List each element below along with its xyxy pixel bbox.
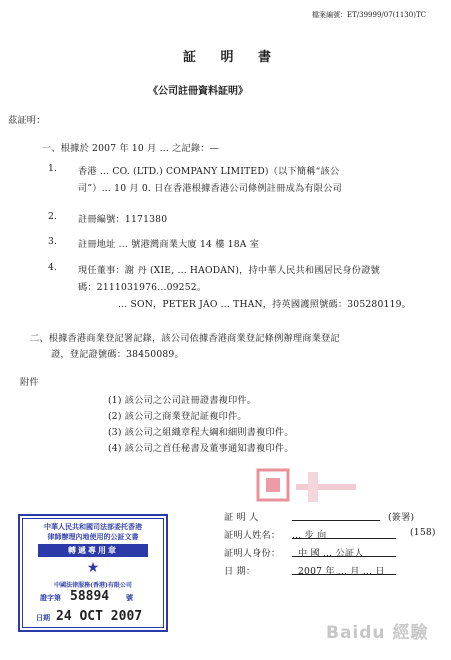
signer-id-label: 証明人身份： [224, 548, 281, 559]
item-line: 司”）... 10 月 0. 日在香港根據香港公司條例註冊成為有限公司 [78, 183, 342, 194]
stamp-date-prefix: 日期 [36, 613, 50, 622]
section2-line: 二、根據香港商業登記署記錄，該公司依據香港商業登記條例辦理商業登記 [30, 333, 340, 344]
star-icon: ★ [86, 560, 100, 576]
signer-name-label: 証明人姓名： [224, 530, 281, 541]
underline [292, 538, 396, 539]
date-value: 2007 年 ... 月 ... 日 [298, 566, 385, 577]
item-number: 4. [48, 262, 58, 273]
directors-line: ... SON，PETER JAO ... THAN，持英國護照號碼：305280119。 [118, 299, 412, 310]
directors-line: 現任董事：謝 丹 (XIE, ... HAODAN)，持中華人民共和國居民身份證號 [78, 265, 380, 276]
attachments-heading: 附件 [20, 377, 39, 388]
underline [292, 556, 396, 557]
document-title: 証 明 書 [183, 50, 282, 65]
stamp-line: 律師辦理內地使用的公証文書 [47, 532, 139, 541]
attachment-item: (4) 該公司之首任秘書及董事通知書複印件。 [108, 443, 294, 454]
file-number: 檔案編號：ET/39999/07(1130)TC [312, 11, 426, 19]
stamp-no-label: 證字第 [40, 593, 61, 602]
attachment-item: (2) 該公司之商業登記証複印件。 [108, 411, 247, 422]
item-number: 1. [48, 163, 58, 174]
item-number: 2. [48, 211, 58, 222]
red-seal-icon [252, 464, 370, 510]
item-number: 3. [48, 236, 58, 247]
registration-number: 註冊編號：1171380 [78, 214, 168, 225]
stamp-band: 轉遞專用章 [38, 544, 148, 557]
document-subtitle: 《公司註冊資料証明》 [148, 86, 248, 97]
attachment-item: (3) 該公司之組織章程大綱和細則書複印件。 [108, 427, 294, 438]
stamp-org: 中國法律服務(香港)有限公司 [54, 582, 132, 589]
registered-address: 註冊地址 ... 號港灣商業大廈 14 樓 18A 室 [78, 239, 260, 250]
signature-line [292, 520, 380, 521]
signer-id-value: 中 國 ... 公証人 [298, 548, 364, 559]
attachment-item: (1) 該公司之公司註冊證書複印件。 [108, 395, 257, 406]
watermark: Baidu 經驗 [326, 623, 429, 643]
stamp-no-suffix: 號 [126, 593, 133, 602]
stamp-no-value: 58894 [70, 589, 110, 604]
item-line: 香港 ... CO. (LTD.) COMPANY LIMITED)（以下簡稱“該公 [78, 166, 340, 177]
signer-label: 証 明 人 [224, 512, 259, 523]
section2-line: 證，登記證號碼：38450089。 [51, 349, 184, 360]
signer-code: (158) [410, 527, 436, 538]
date-label: 日 期： [224, 566, 256, 577]
stamp-date-value: 24 OCT 2007 [56, 609, 143, 624]
intro-text: 茲証明： [8, 115, 46, 126]
signature-tag: (簽署) [388, 512, 415, 523]
stamp-line: 中華人民共和國司法部委托香港 [44, 522, 142, 531]
section1-lead: 一、根據於 2007 年 10 月 ... 之記錄：— [42, 143, 220, 154]
directors-line: 碼：2111031976...09252。 [78, 282, 207, 293]
signer-name-value: … 步 向 [292, 530, 327, 541]
notary-transfer-stamp [18, 514, 168, 632]
underline [292, 574, 396, 575]
